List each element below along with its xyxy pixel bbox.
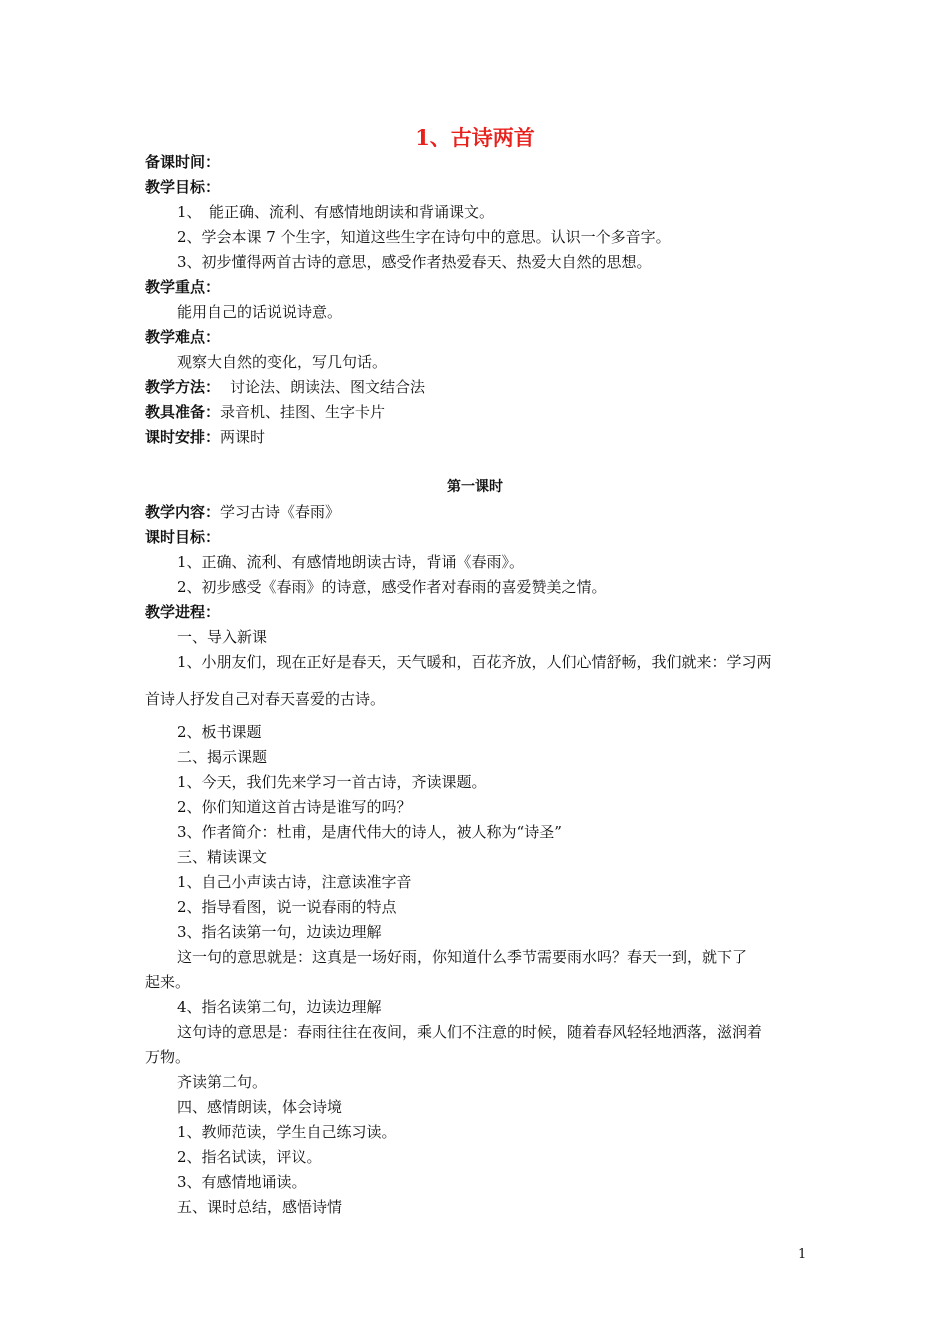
difficulty-text: 观察大自然的变化，写几句话。 xyxy=(177,353,388,371)
process-item-continued: 万物。 xyxy=(145,1048,191,1066)
process-item: 这句诗的意思是：春雨往往在夜间，乘人们不注意的时候，随着春风轻轻地洒落，滋润着 xyxy=(177,1023,763,1041)
process-item: 1、教师范读，学生自己练习读。 xyxy=(177,1123,397,1141)
process-section: 三、精读课文 xyxy=(177,848,268,866)
process-item: 3、指名读第一句，边读边理解 xyxy=(177,923,382,941)
tools-row xyxy=(145,401,385,423)
teaching-goals-label: 教学目标： xyxy=(145,178,221,196)
prep-time-label: 备课时间： xyxy=(145,153,221,171)
process-section: 五、课时总结，感悟诗情 xyxy=(177,1198,343,1216)
content-text: 学习古诗《春雨》 xyxy=(220,503,341,521)
method-text: 讨论法、朗读法、图文结合法 xyxy=(230,378,426,396)
document-title: 1、古诗两首 xyxy=(415,125,535,150)
process-item: 1、自己小声读古诗，注意读准字音 xyxy=(177,873,412,891)
lesson-goals-label: 课时目标： xyxy=(145,528,221,546)
page-number: 1 xyxy=(798,1247,807,1262)
tools-text: 录音机、挂图、生字卡片 xyxy=(220,403,386,421)
schedule-label: 课时安排： xyxy=(145,428,221,446)
lesson-title: 第一课时 xyxy=(447,479,503,495)
lesson-goal-item: 1、正确、流利、有感情地朗读古诗，背诵《春雨》。 xyxy=(177,553,525,571)
process-item: 3、有感情地诵读。 xyxy=(177,1173,307,1191)
method-label: 教学方法： xyxy=(145,378,221,396)
process-label: 教学进程： xyxy=(145,603,221,621)
process-item: 1、小朋友们，现在正好是春天，天气暖和，百花齐放，人们心情舒畅，我们就来：学习两 xyxy=(177,653,772,671)
difficulty-label: 教学难点： xyxy=(145,328,221,346)
process-item-continued: 起来。 xyxy=(145,973,191,991)
process-section: 一、导入新课 xyxy=(177,628,268,646)
process-item-continued: 首诗人抒发自己对春天喜爱的古诗。 xyxy=(145,690,386,708)
goal-item: 3、初步懂得两首古诗的意思，感受作者热爱春天、热爱大自然的思想。 xyxy=(177,253,652,271)
process-item: 4、指名读第二句，边读边理解 xyxy=(177,998,382,1016)
goal-item: 2、学会本课 7 个生字，知道这些生字在诗句中的意思。认识一个多音字。 xyxy=(177,228,671,246)
process-item: 2、指名试读，评议。 xyxy=(177,1148,322,1166)
goal-item: 1、 能正确、流利、有感情地朗读和背诵课文。 xyxy=(177,203,495,221)
process-item: 3、作者简介：杜甫，是唐代伟大的诗人，被人称为“诗圣” xyxy=(177,823,562,841)
focus-text: 能用自己的话说说诗意。 xyxy=(177,303,343,321)
content-row xyxy=(145,501,340,523)
focus-label: 教学重点： xyxy=(145,278,221,296)
lesson-goal-item: 2、初步感受《春雨》的诗意，感受作者对春雨的喜爱赞美之情。 xyxy=(177,578,607,596)
process-item: 2、指导看图，说一说春雨的特点 xyxy=(177,898,397,916)
content-label: 教学内容： xyxy=(145,503,221,521)
method-row xyxy=(145,376,425,398)
process-item: 2、板书课题 xyxy=(177,723,262,741)
tools-label: 教具准备： xyxy=(145,403,221,421)
process-section: 二、揭示课题 xyxy=(177,748,268,766)
process-item: 齐读第二句。 xyxy=(177,1073,268,1091)
process-item: 1、今天，我们先来学习一首古诗，齐读课题。 xyxy=(177,773,487,791)
process-item: 这一句的意思就是：这真是一场好雨，你知道什么季节需要雨水吗？春天一到，就下了 xyxy=(177,948,748,966)
process-item: 2、你们知道这首古诗是谁写的吗？ xyxy=(177,798,412,816)
process-section: 四、感情朗读，体会诗境 xyxy=(177,1098,343,1116)
schedule-row xyxy=(145,426,265,448)
schedule-text: 两课时 xyxy=(220,428,266,446)
